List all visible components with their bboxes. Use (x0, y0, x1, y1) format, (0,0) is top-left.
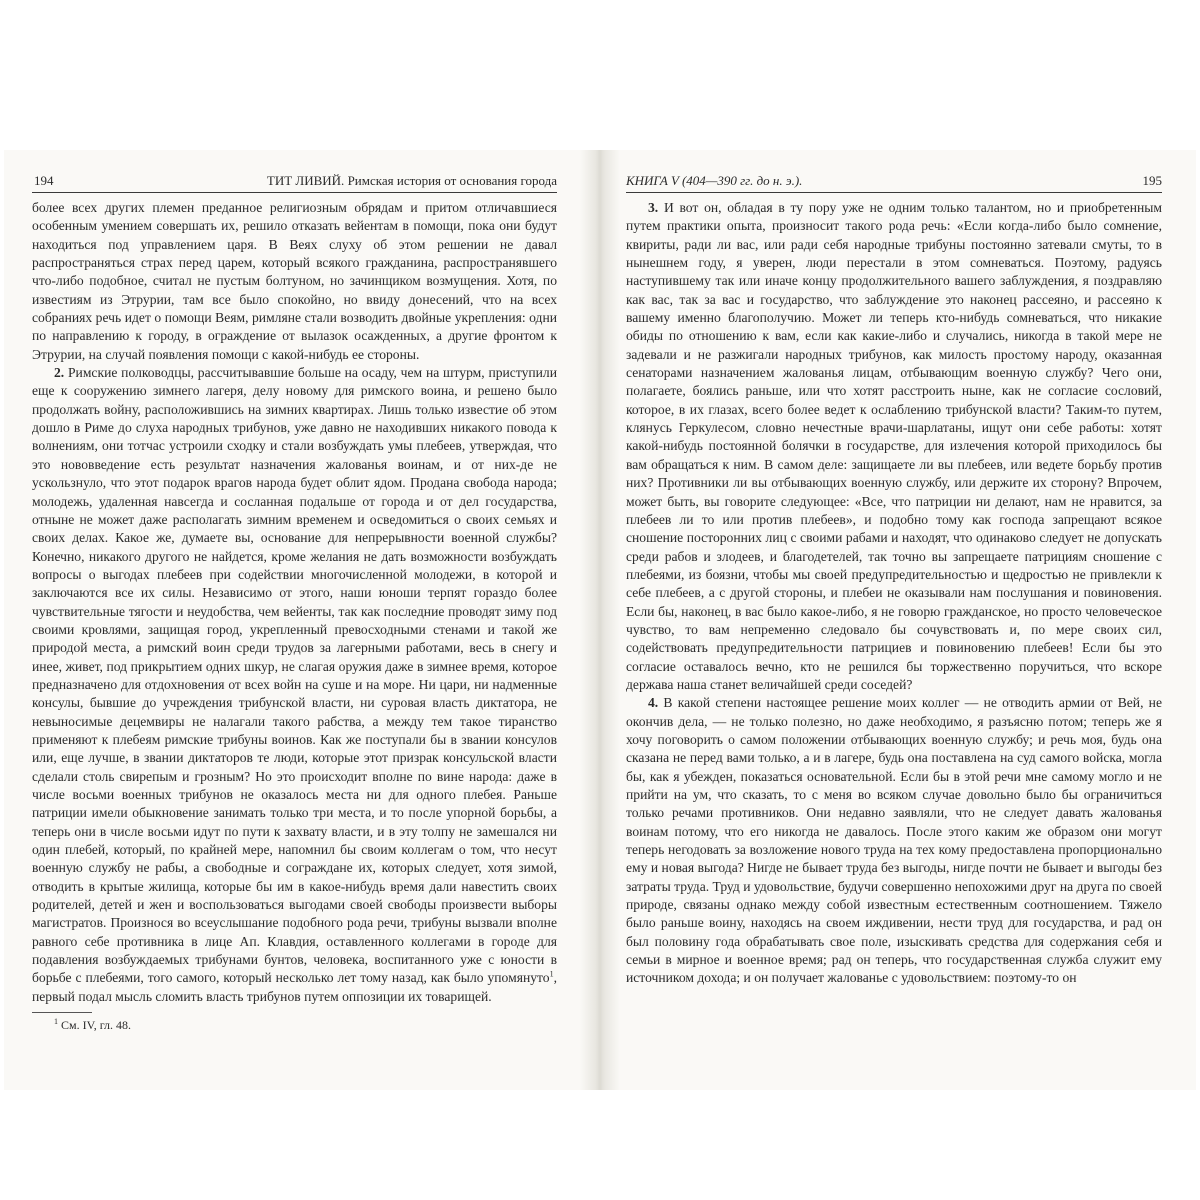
running-head-book: КНИГА V (404—390 гг. до н. э.). (626, 173, 803, 188)
chapter-text: Римские полководцы, рассчитывавшие больше на осаду, чем на штурм, приступили еще к сооружению зимнего лагеря, делу новому для римского воина, и решено было продолжать войну, расположившись на зимних квартирах. Лишь только известие об этом дошло в Риме до слуха народных трибунов, уже давно не находивших никакого повода к волнениям, они тотчас устроили сходку и стали возбуждать умы плебеев, утверждая, что это нововведение есть результат назначения жалованья воинам, и от них-де не ускользнуло, что этот подарок врагов народа будет облит ядом. Продана свобода народа; молодежь, удаленная навсегда и сосланная подальше от города и от дел государства, отныне не может даже располагать зимним временем и осведомиться о своих семьях и своих делах. Какое же, думаете вы, основание для непрерывности военной службы? Конечно, никакого другого не найдется, кроме желания не дать возможности возбуждать вопросы о выгодах плебеев при содействии многочисленной молодежи, в которой и заключаются все их силы. Независимо от этого, наши юноши терпят гораздо более чувствительные тягости и неудобства, чем вейенты, так как последние проводят зиму под своими кровлями, защищая город, укрепленный превосходными стенами и такой же природой места, а римский воин среди трудов за лагерными работами, весь в снегу и инее, живет, под прикрытием одних шкур, не слагая оружия даже в зимнее время, которое предназначено для отдохновения от всех войн на суше и на море. Ни цари, ни надменные консулы, бывшие до учреждения трибунской власти, ни суровая власть диктатора, не невыносимые децемвиры не налагали такого рабства, а между тем такое тиранство применяют к плебеям римские трибуны воинов. Как же поступали бы в звании консулов или, еще лучше, в звании диктаторов те люди, которые этот призрак консульской власти сделали столь свирепым и грозным? Но это происходит вполне по вине народа: даже в числе восьми военных трибунов не оказалось места ни для одного плебея. Раньше патриции имели обыкновение занимать только три места, и то после упорной борьбы, а теперь они в числе восьми идут по пути к захвату власти, и в эту толпу не замешался ни один плебей, который, по крайней мере, напомнил бы своим коллегам о том, что несут военную службу не рабы, а свободные и сограждане их, которых следует, хотя зимой, отводить в крытые жилища, которые бы им в какое-нибудь время дали навестить своих родителей, детей и жен и воспользоваться выгодами своей свободы произвести выборы магистратов. Произнося во всеуслышание подобного рода речи, трибуны вызвали вполне равного себе противника в лице Ап. Клавдия, оставленного коллегами в городе для подавления возбуждаемых трибунами бунтов, человека, воспитанного уже с юности в борьбе с плебеями, того самого, который несколько лет тому назад, как было упомянуто (32, 365, 557, 986)
right-page (626, 172, 1162, 988)
chapter-number: 2. (54, 365, 65, 381)
footnote-number: 1 (54, 1017, 58, 1027)
chapter-text: И вот он, обладая в ту пору уже не одним только талантом, но и приобретенным путем практики опыта, произносит такого рода речь: «Если когда-либо было сомнение, квириты, ради ли вас, или ради себя народные трибуны постоянно затевали смуты, то в нынешнем году, я уверен, люди перестали в этом сомневаться. Поэтому, радуясь наступившему так или иначе концу продолжительного вашего заблуждения, я поздравляю как вас, так за вас и государство, что заблуждение это наконец рассеяно, и рассеяно к вашему именно благополучию. Может ли теперь кто-нибудь сомневаться, что никакие обиды по отношению к вам, если как какие-либо и случались, никогда в такой мере не задевали и не разжигали народных трибунов, как милость простому народу, оказанная сенаторами назначением жалованья лицам, отбывающим военную службу? Чего они, полагаете, боялись раньше, или что хотят расстроить ныне, как не согласие сословий, которое, в их глазах, всего более ведет к ослаблению трибунской власти? Таким-то путем, клянусь Геркулесом, словно нечестные врачи-шарлатаны, ищут они себе работы: хотят какой-нибудь постоянной болячки в государстве, для излечения которой приходилось бы вам обращаться к ним. В самом деле: защищаете ли вы плебеев, или ведете борьбу против них? Противники ли вы отбывающих военную службу, или держите их сторону? Впрочем, может быть, вы говорите следующее: «Все, что патриции ни делают, нам не нравится, за плебеев ли то или против плебеев», и подобно тому как господа запрещают всякое сношение посторонних лиц с своими рабами и находят, что одинаково следует не допускать среди рабов и злодеев, и благодетелей, так точно вы запрещаете патрициям сношение с плебеями, из боязни, чтобы мы своей предупредительностью и щедростью не привлекли к себе плебеев, а с другой стороны, и плебеи не оказывали нам послушания и повиновения. Если бы, наконец, в вас было какое-либо, я не говорю гражданское, но просто человеческое чувство, то вам непременно следовало бы сочувствовать и, по мере своих сил, содействовать предупредительности патрициев и повиновению плебеев! Если бы это согласие оставалось вечно, кто не решился бы торжественно поручиться, что вскоре держава наша станет величайшей среди соседей? (626, 200, 1162, 692)
chapter-text: В какой степени настоящее решение моих коллег — не отводить армии от Вей, не окончив дела, — не только полезно, но даже необходимо, я разъясню потом; теперь же я хочу поговорить о самом положении отбывающих военную службу; и речь моя, будь она сказана не перед вами только, а и в лагере, будь она поставлена на суд самого войска, могла бы, как я убежден, показаться основательной. Если бы в этой речи мне самому могло и не прийти на ум, что сказать, то с меня во всяком случае довольно было бы ограничиться только речами противников. Они недавно заявляли, что не следует давать жалованья воинам потому, что его никогда не давалось. После этого каким же образом они могут теперь негодовать за возложение нового труда на тех кому предоставлена пропорционально ему и новая выгода? Нигде не бывает труда без выгоды, нигде почти не бывает и выгоды без затраты труда. Труд и удовольствие, будучи совершенно непохожими друг на друга по своей природе, связаны однако между собой известным естественным соотношением. Тяжело было раньше воину, находясь на своем иждивении, нести труд для государства, и рад он был половину года обрабатывать свое поле, изыскивать средства для содержания себя и семьи в мирное и военное время; рад он теперь, что государственная служба служит ему источником дохода; и он получает жалованье с удовольствием: поэтому-то он (626, 695, 1162, 986)
chapter-number: 4. (648, 695, 659, 711)
running-head-title: Римская история от основания города (347, 173, 557, 188)
left-page-number: 194 (34, 173, 54, 188)
footnote-text: См. IV, гл. 48. (61, 1018, 132, 1033)
chapter-4-paragraph (626, 694, 1162, 988)
book-gutter (580, 150, 620, 1090)
chapter-2-paragraph (32, 364, 557, 1006)
running-head-author: ТИТ ЛИВИЙ. (266, 173, 345, 188)
left-running-head (32, 172, 557, 193)
footnote-marker: 1 (549, 969, 554, 979)
right-page-body (626, 199, 1162, 988)
footnote-divider (32, 1012, 92, 1013)
left-page-body (32, 199, 557, 1033)
left-running-title (267, 172, 557, 190)
right-page-number: 195 (1142, 173, 1162, 188)
open-book (4, 150, 1196, 1090)
chapter-3-paragraph (626, 199, 1162, 694)
footnote (32, 1017, 557, 1033)
continued-paragraph: более всех других племен преданное религиозным обрядам и притом отличавшиеся особенным умением совершать их, решило отказать вейентам в помощи, пока они будут находиться под управлением царя. В Веях слуху об этом решении не давал распространяться страх перед царем, который всякого гражданина, распространявшего что-либо подобное, считал не пустым болтуном, но зачинщиком возмущения. Хотя, по известиям из Этрурии, там все было спокойно, но ввиду донесений, что на всех собраниях речь идет о помощи Веям, римляне стали возводить двойные укрепления: одни по направлению к городу, в ограждение от вылазок осажденных, а другие фронтом к Этрурии, на случай появления помощи с какой-нибудь ее стороны. (32, 200, 557, 362)
chapter-text-tail: , первый подал мысль сломить власть трибунов путем оппозиции их товарищей. (32, 970, 557, 1004)
right-running-head (626, 172, 1162, 193)
left-page (32, 172, 557, 1033)
chapter-number: 3. (648, 200, 659, 215)
